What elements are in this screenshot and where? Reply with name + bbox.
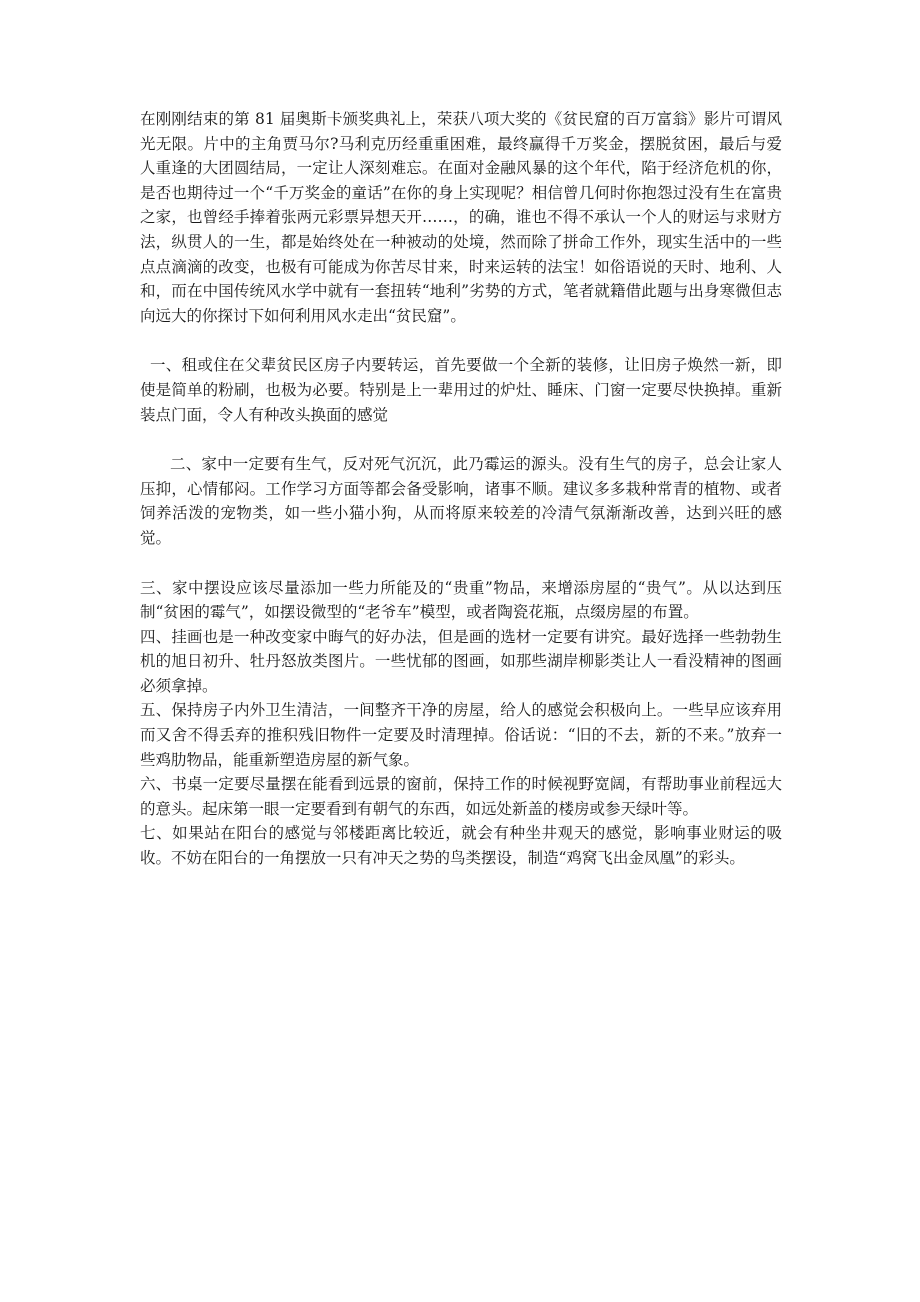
tip-paragraph-5: 五、保持房子内外卫生清洁，一间整齐干净的房屋，给人的感觉会积极向上。一些早应该弃用而又舍不得丢弃的推积残旧物件一定要及时清理掉。俗话说：“旧的不去，新的不来。”放弃一些鸡肋物品，能重新塑造房屋的新气象。 bbox=[140, 701, 782, 769]
tip-paragraph-3: 三、家中摆设应该尽量添加一些力所能及的“贵重”物品，来增添房屋的“贵气”。从以达到压制“贫困的霉气”，如摆设微型的“老爷车”模型，或者陶瓷花瓶，点缀房屋的布置。 bbox=[140, 578, 782, 622]
tip-paragraph-4: 四、挂画也是一种改变家中晦气的好办法，但是画的选材一定要有讲究。最好选择一些勃勃生机的旭日初升、牡丹怒放类图片。一些忧郁的图画，如那些湖岸柳影类让人一看没精神的图画必须拿掉。 bbox=[140, 627, 782, 695]
tip-paragraph-6: 六、书桌一定要尽量摆在能看到远景的窗前，保持工作的时候视野宽阔，有帮助事业前程远大的意头。起床第一眼一定要看到有朝气的东西，如远处新盖的楼房或参天绿叶等。 bbox=[140, 775, 782, 818]
tip-paragraph-7: 七、如果站在阳台的感觉与邻楼距离比较近，就会有种坐井观天的感觉，影响事业财运的吸收。不妨在阳台的一角摆放一只有冲天之势的鸟类摆设，制造“鸡窝飞出金凤凰”的彩头。 bbox=[140, 824, 782, 868]
intro-paragraph: 在刚刚结束的第 81 届奥斯卡颁奖典礼上，荣获八项大奖的《贫民窟的百万富翁》影片可谓风光无限。片中的主角贾马尔?马利克历经重重困难，最终赢得千万奖金，摆脱贫困，最后与爱人重逢的大团圆结局，一定让人深刻难忘。在面对金融风暴的这个年代，陷于经济危机的你，是否也期待过一个“千万奖金的童话”在你的身上实现呢？相信曾几何时你抱怨过没有生在富贵之家，也曾经手捧着张两元彩票异想天开……，的确，谁也不得不承认一个人的财运与求财方法，纵贯人的一生，都是始终处在一种被动的处境，然而除了拼命工作外，现实生活中的一些点点滴滴的改变，也极有可能成为你苦尽甘来，时来运转的法宝！如俗语说的天时、地利、人和，而在中国传统风水学中就有一套扭转“地利”劣势的方式，笔者就籍借此题与出身寒微但志向远大的你探讨下如何利用风水走出“贫民窟”。 bbox=[140, 110, 782, 325]
tip-paragraph-2: 二、家中一定要有生气，反对死气沉沉，此乃霉运的源头。没有生气的房子，总会让家人压抑，心情郁闷。工作学习方面等都会备受影响，诸事不顺。建议多多栽种常青的植物、或者饲养活泼的宠物类，如一些小猫小狗，从而将原来较差的冷清气氛渐渐改善，达到兴旺的感觉。 bbox=[140, 455, 782, 547]
tip-paragraph-1: 一、租或住在父辈贫民区房子内要转运，首先要做一个全新的装修，让旧房子焕然一新，即使是简单的粉刷，也极为必要。特别是上一辈用过的炉灶、睡床、门窗一定要尽快换掉。重新装点门面，令人有种改头换面的感觉 bbox=[140, 356, 782, 424]
document-page bbox=[140, 107, 782, 871]
